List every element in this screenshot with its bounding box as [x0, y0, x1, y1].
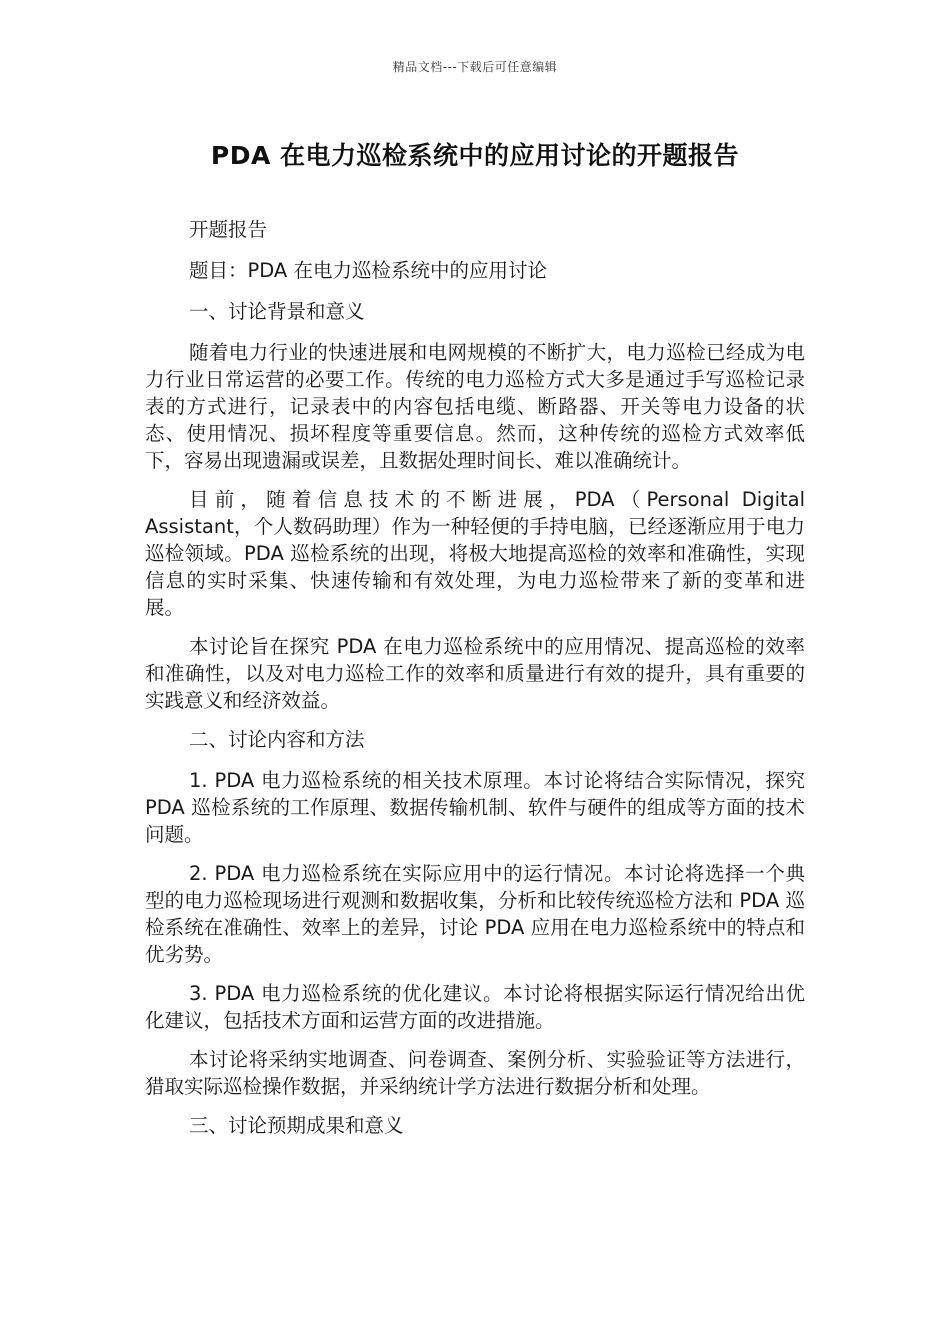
section-heading-background: 一、讨论背景和意义: [189, 300, 365, 323]
section-heading-content: 二、讨论内容和方法: [189, 728, 365, 751]
document-title: PDA 在电力巡检系统中的应用讨论的开题报告: [210, 141, 740, 170]
header-note: 精品文档---下载后可任意编辑: [392, 60, 558, 74]
paragraph-methods: 本讨论将采纳实地调查、问卷调查、案例分析、实验验证等方法进行，猎取实际巡检操作数据，并采纳统计学方法进行数据分析和处理。: [145, 1048, 805, 1098]
paragraph-item-1: 1. PDA 电力巡检系统的相关技术原理。本讨论将结合实际情况，探究 PDA 巡检系统的工作原理、数据传输机制、软件与硬件的组成等方面的技术问题。: [145, 769, 805, 846]
topic-line: 题目：PDA 在电力巡检系统中的应用讨论: [189, 259, 547, 282]
paragraph-item-2: 2. PDA 电力巡检系统在实际应用中的运行情况。本讨论将选择一个典型的电力巡检现场进行观测和数据收集，分析和比较传统巡检方法和 PDA 巡检系统在准确性、效率上的差异，讨论 PDA 应用在电力巡检系统中的特点和优劣势。: [145, 862, 805, 966]
paragraph-pda-intro: 目前，随着信息技术的不断进展，PDA（Personal Digital Assistant，个人数码助理）作为一种轻便的手持电脑，已经逐渐应用于电力巡检领域。PDA 巡检系统的出现，将极大地提高巡检的效率和准确性，实现信息的实时采集、快速传输和有效处理，为电力巡检带来了新的变革和进展。: [145, 488, 805, 619]
section-label: 开题报告: [189, 218, 268, 241]
paragraph-purpose: 本讨论旨在探究 PDA 在电力巡检系统中的应用情况、提高巡检的效率和准确性，以及对电力巡检工作的效率和质量进行有效的提升，具有重要的实践意义和经济效益。: [145, 635, 805, 712]
section-heading-outcomes: 三、讨论预期成果和意义: [189, 1114, 404, 1137]
paragraph-item-3: 3. PDA 电力巡检系统的优化建议。本讨论将根据实际运行情况给出优化建议，包括技术方面和运营方面的改进措施。: [145, 982, 805, 1032]
document-body: [145, 216, 805, 1153]
paragraph-background: 随着电力行业的快速进展和电网规模的不断扩大，电力巡检已经成为电力行业日常运营的必要工作。传统的电力巡检方式大多是通过手写巡检记录表的方式进行，记录表中的内容包括电缆、断路器、开关等电力设备的状态、使用情况、损坏程度等重要信息。然而，这种传统的巡检方式效率低下，容易出现遗漏或误差，且数据处理时间长、难以准确统计。: [145, 341, 805, 472]
